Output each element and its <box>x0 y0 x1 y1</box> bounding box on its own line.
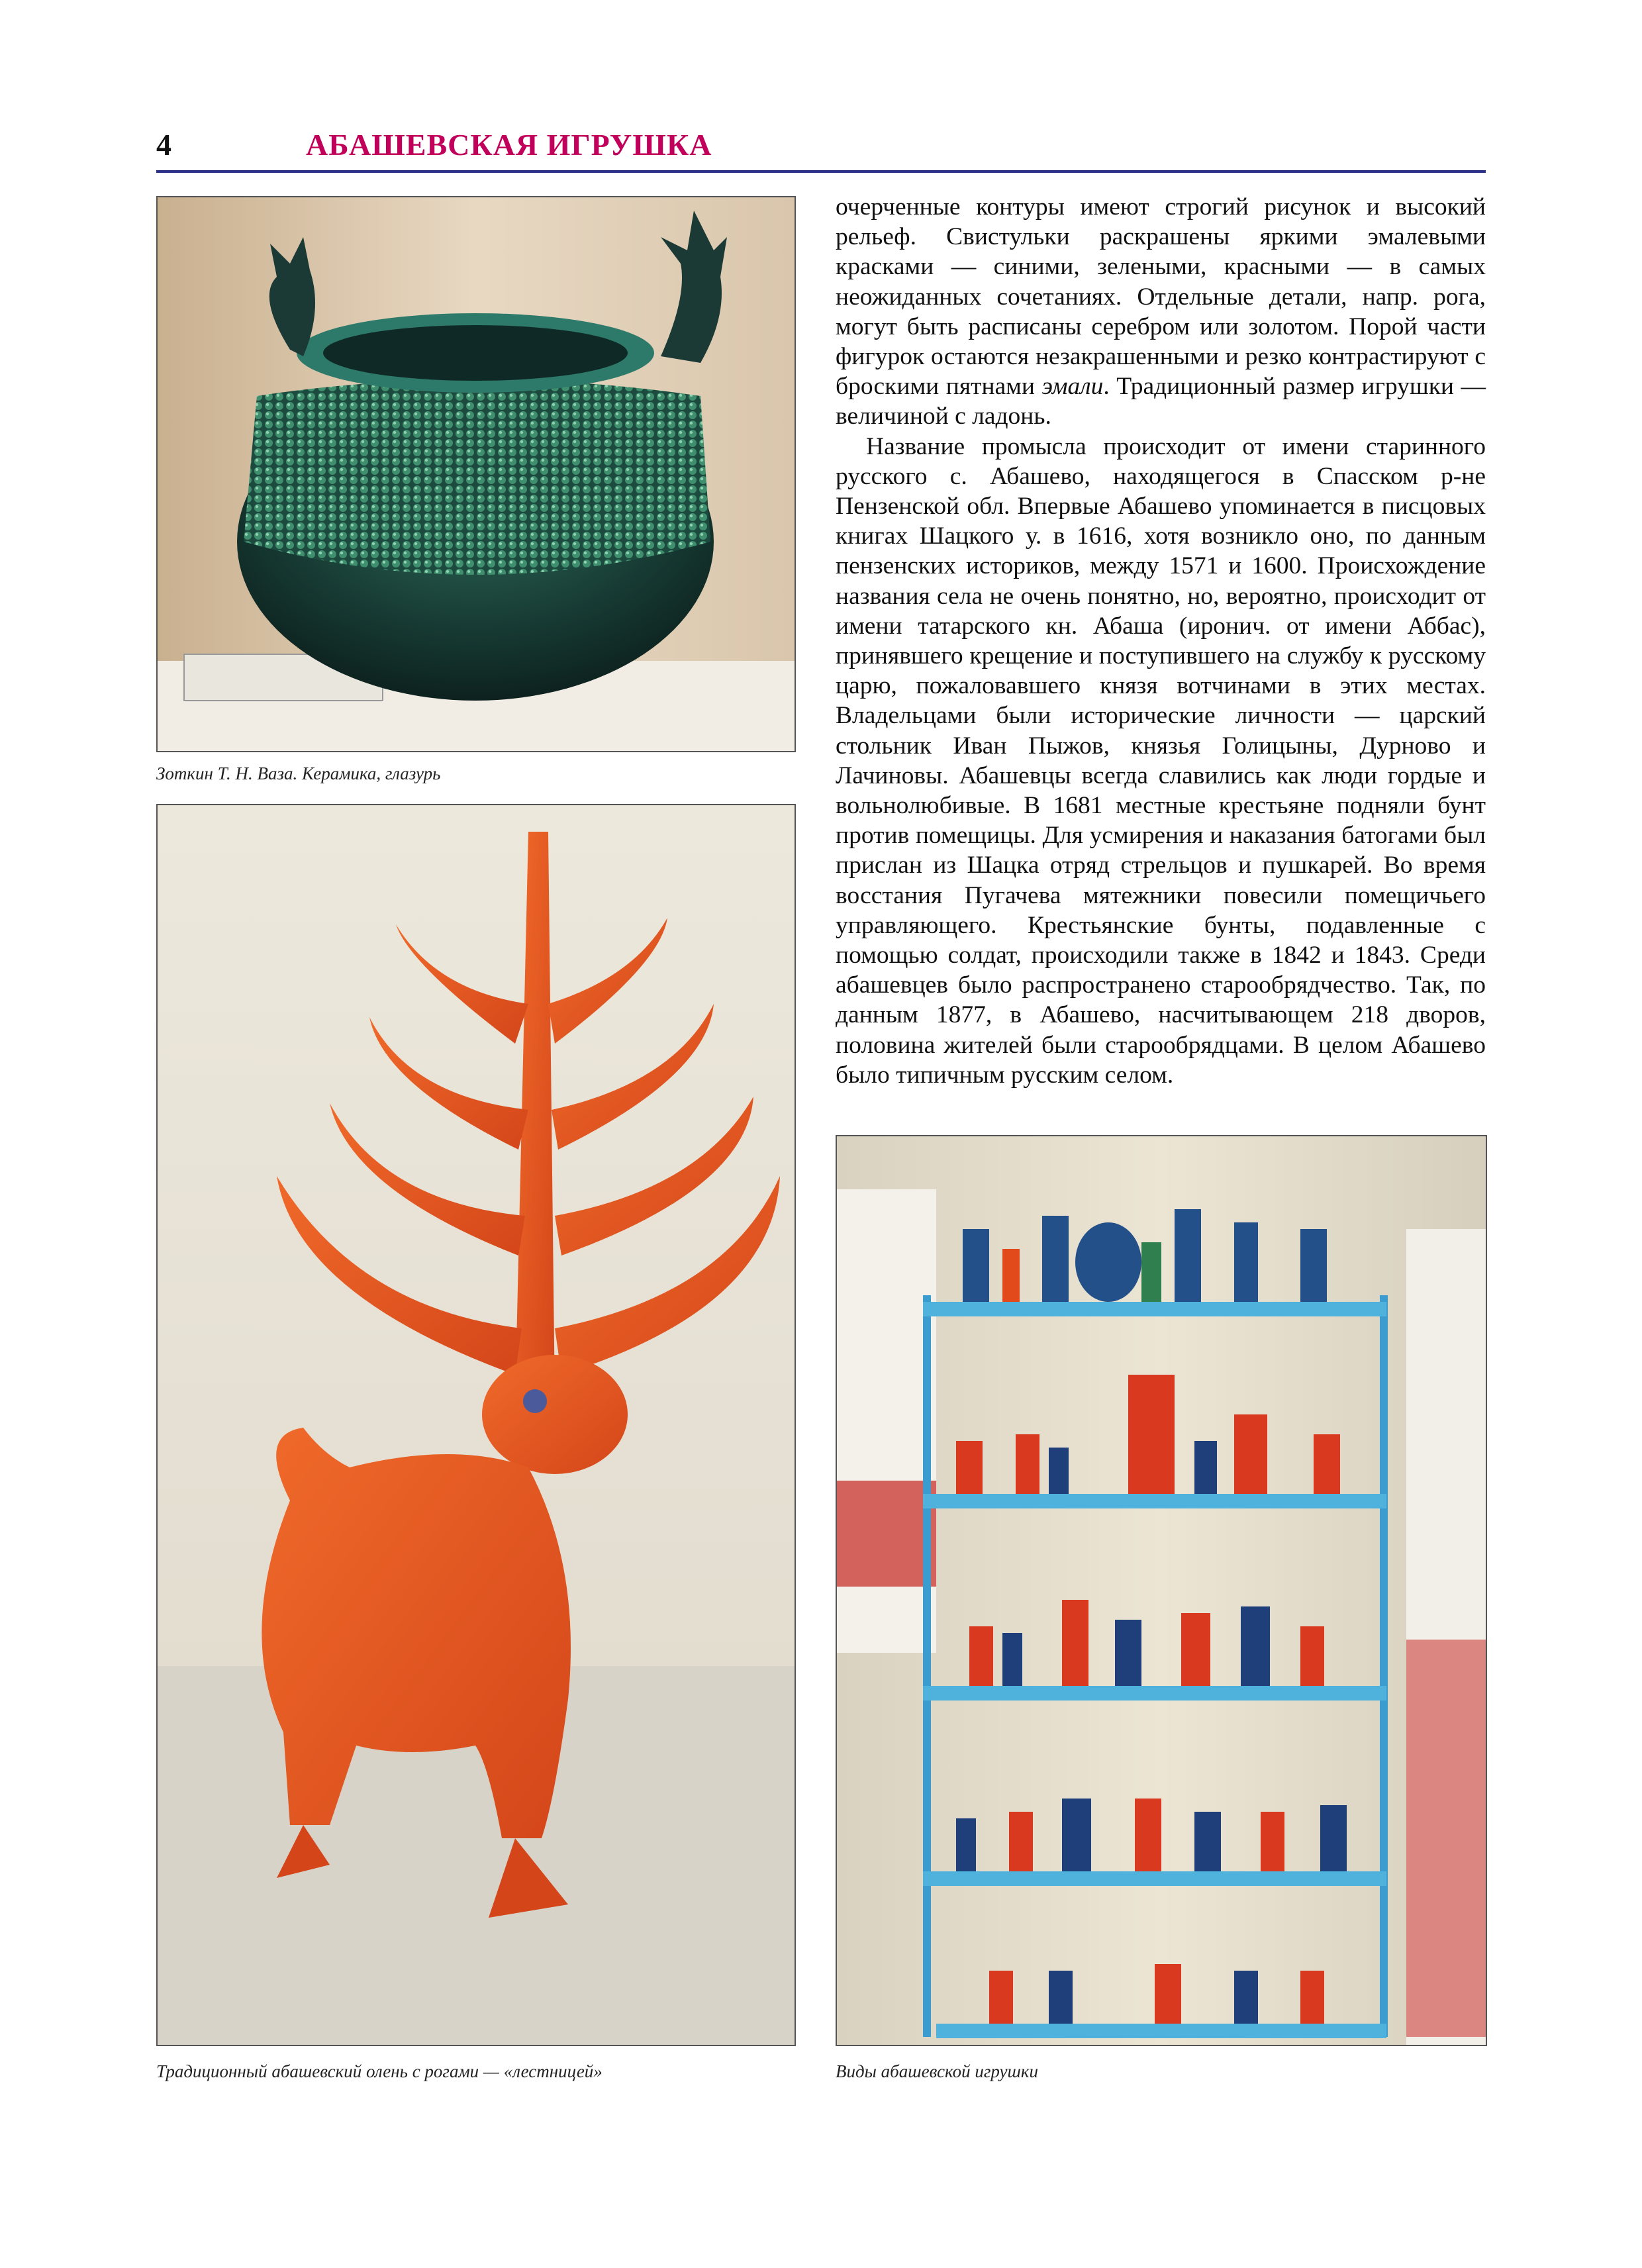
shelves-photo <box>836 1135 1487 2046</box>
deer-caption: Традиционный абашевский олень с рогами — «лестницей» <box>156 2061 603 2081</box>
paragraph-2: Название промысла происходит от имени старинного русского с. Абашево, находящегося в Спасском р-не Пензенской обл. Впервые Абашево упоминается в писцовых книгах Шацкого у. в 1616, хотя возникло оно, по данным пензенских историков, между 1571 и 1600. Происхождение названия села не очень понятно, но, вероятно, происходит от имени татарского кн. Абаша (иронич. от имени Аббас), принявшего крещение и поступившего на службу к русскому царю, пожаловавшего князя вотчинами в этих местах. Владельцами были исторические личности — царский стольник Иван Пыжов, князья Голицыны, Дурново и Лачиновы. Абашевцы всегда славились как люди гордые и вольнолюбивые. В 1681 местные крестьяне подняли бунт против помещицы. Для усмирения и наказания батогами был прислан из Шацка отряд стрельцов и пушкарей. Во время восстания Пугачева мятежники повесили помещичьего управляющего. Крестьянские бунты, подавленные с помощью солдат, происходили также в 1842 и 1843. Среди абашевцев было распространено старообрядчество. Так, по данным 1877, в Абашево, насчитывающем 218 дворов, половина жителей были старообрядцами. В целом Абашево было типичным русским селом. <box>836 432 1486 1089</box>
paragraph-1-end: . Традиционный размер игрушки — величиной с ладонь. <box>836 373 1486 430</box>
vase-photo <box>156 196 796 752</box>
paragraph-1-text: очерченные контуры имеют строгий рисунок и высокий рельеф. Свистульки раскрашены яркими эмалевыми красками — синими, зелеными, красными — в самых неожиданных сочетаниях. Отдельные детали, напр. рога, могут быть расписаны серебром или золотом. Порой части фигурок остаются незакрашенными и резко контрастируют с броскими пятнами <box>836 193 1486 401</box>
vase-caption: Зоткин Т. Н. Ваза. Керамика, глазурь <box>156 764 441 783</box>
deer-photo <box>156 804 796 2046</box>
header-rule <box>156 170 1486 173</box>
paragraph-1 <box>836 192 1486 432</box>
shelves-caption: Виды абашевской игрушки <box>836 2061 1039 2081</box>
page-number: 4 <box>156 128 171 162</box>
article-text <box>836 192 1486 1090</box>
paragraph-1-emphasis: эмали <box>1041 373 1104 401</box>
running-head-title: АБАШЕВСКАЯ ИГРУШКА <box>306 128 712 162</box>
